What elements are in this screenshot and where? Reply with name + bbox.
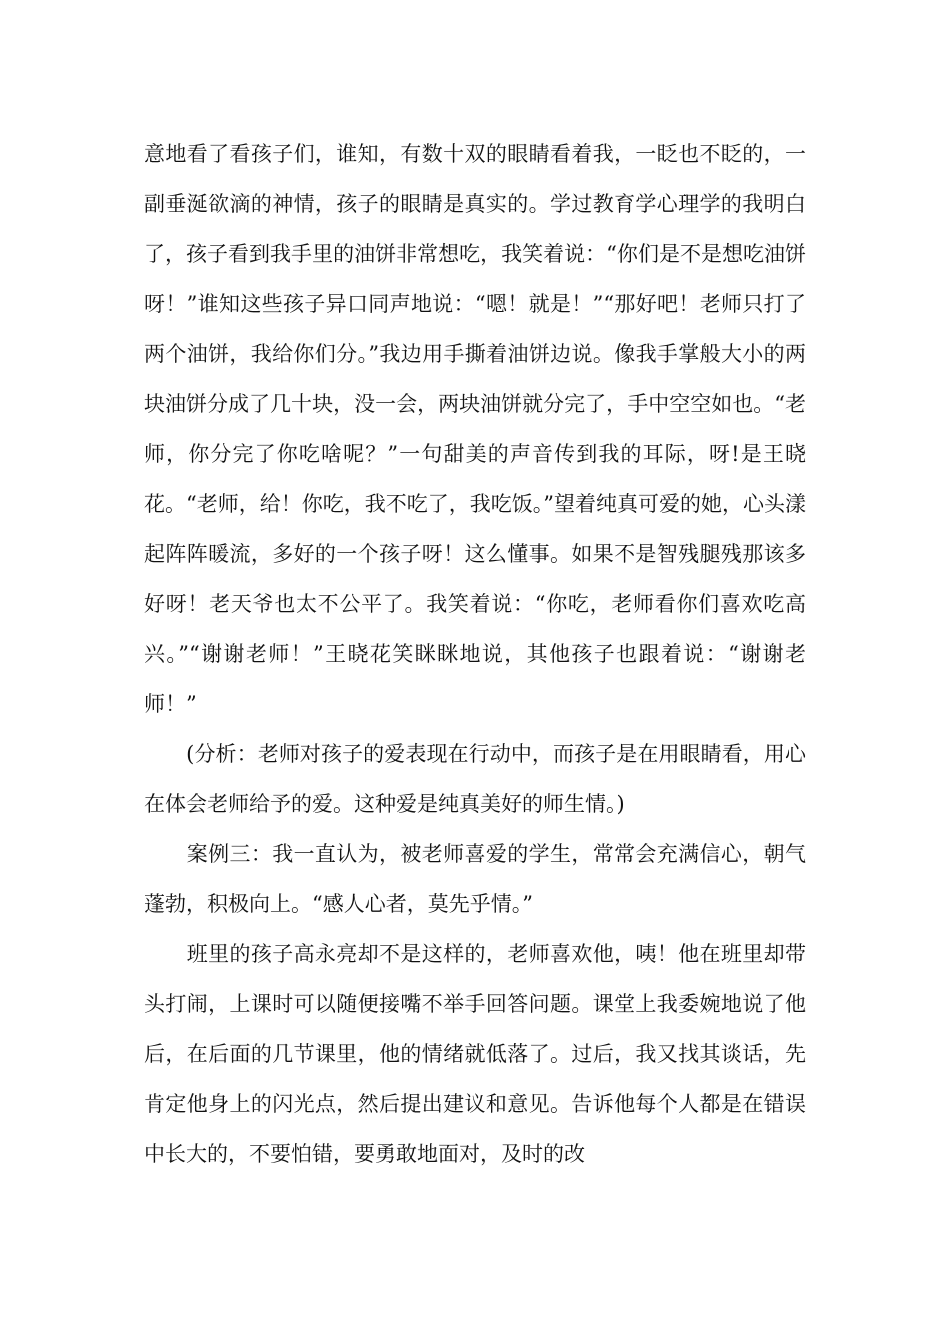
paragraph-gao-yongliang: 班里的孩子高永亮却不是这样的，老师喜欢他，咦！他在班里却带头打闹，上课时可以随便接嘴不举手回答问题。课堂上我委婉地说了他后，在后面的几节课里，他的情绪就低落了。过后，我又找其谈话，先肯定他身上的闪光点，然后提出建议和意见。告诉他每个人都是在错误中长大的，不要怕错，要勇敢地面对，及时的改 <box>144 942 806 1166</box>
paragraph-analysis: (分析：老师对孩子的爱表现在行动中，而孩子是在用眼睛看，用心在体会老师给予的爱。这种爱是纯真美好的师生情。) <box>144 742 806 816</box>
paragraph-story-continuation: 意地看了看孩子们，谁知，有数十双的眼睛看着我，一眨也不眨的，一副垂涎欲滴的神情，孩子的眼睛是真实的。学过教育学心理学的我明白了，孩子看到我手里的油饼非常想吃，我笑着说：“你们是不是想吃油饼呀！”谁知这些孩子异口同声地说：“嗯！就是！”“那好吧！老师只打了两个油饼，我给你们分。”我边用手撕着油饼边说。像我手掌般大小的两块油饼分成了几十块，没一会，两块油饼就分完了，手中空空如也。“老师，你分完了你吃啥呢？”一句甜美的声音传到我的耳际，呀!是王晓花。“老师，给！你吃，我不吃了，我吃饭。”望着纯真可爱的她，心头漾起阵阵暖流，多好的一个孩子呀！这么懂事。如果不是智残腿残那该多好呀！老天爷也太不公平了。我笑着说：“你吃，老师看你们喜欢吃高兴。”“谢谢老师！”王晓花笑眯眯地说，其他孩子也跟着说：“谢谢老师！” <box>144 142 806 716</box>
paragraph-case-three: 案例三：我一直认为，被老师喜爱的学生，常常会充满信心，朝气蓬勃，积极向上。“感人心者，莫先乎情。” <box>144 842 806 916</box>
document-body <box>144 129 806 1179</box>
